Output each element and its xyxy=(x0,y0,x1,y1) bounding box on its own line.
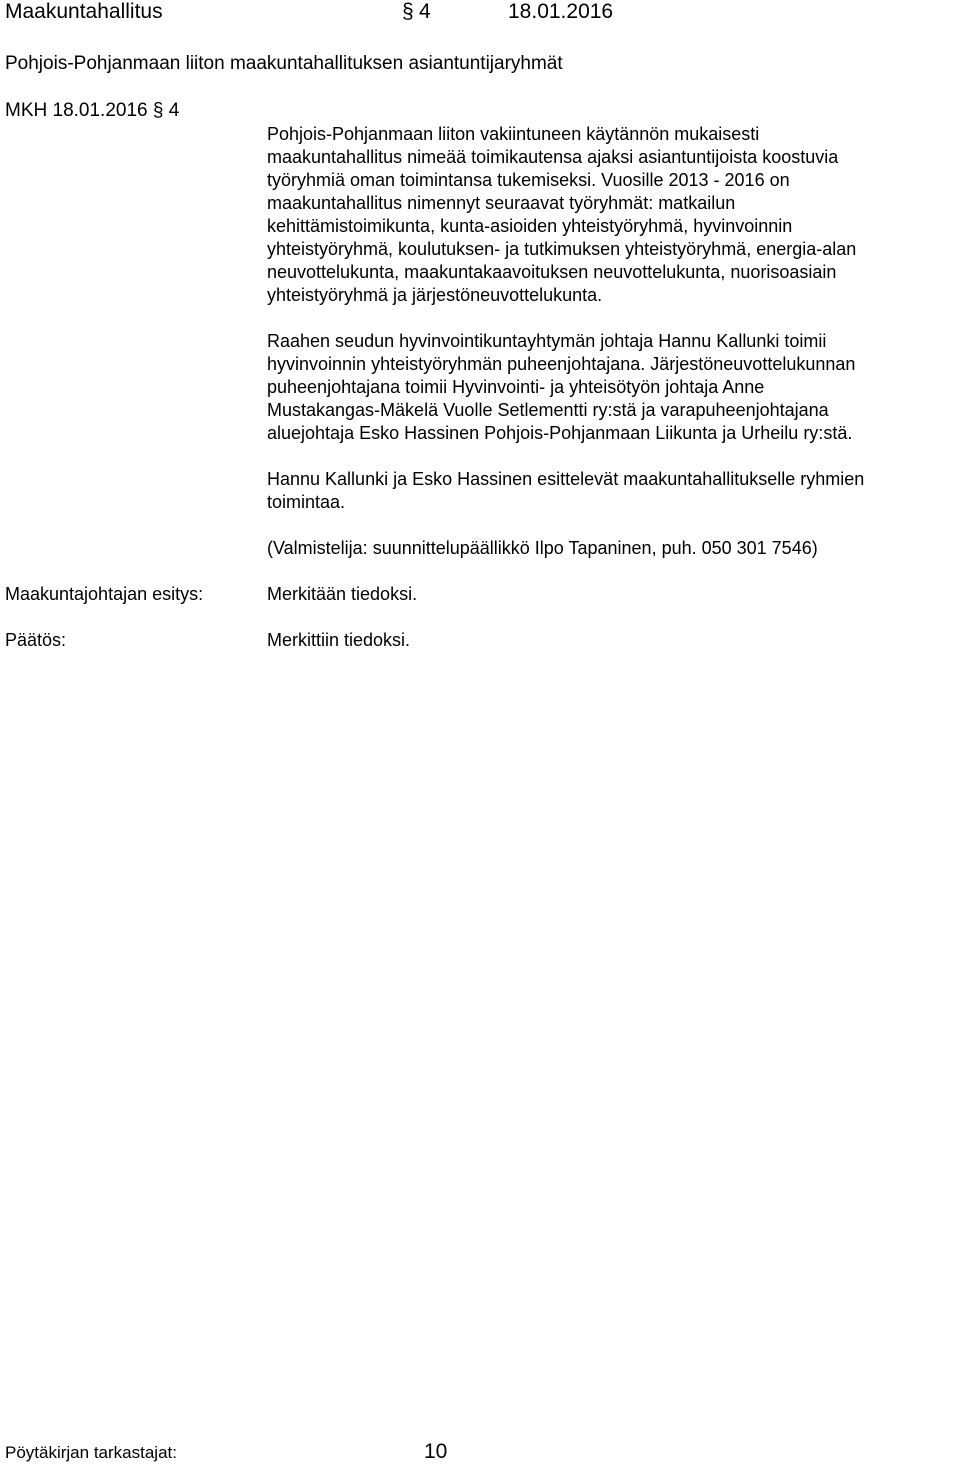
paragraph-line: yhteistyöryhmä ja järjestöneuvottelukunta. xyxy=(267,285,603,305)
header-organization: Maakuntahallitus xyxy=(5,0,163,23)
paragraph-2 xyxy=(267,330,947,445)
paragraph-line: yhteistyöryhmä, koulutuksen- ja tutkimuksen yhteistyöryhmä, energia-alan xyxy=(267,239,857,259)
paragraph-line: aluejohtaja Esko Hassinen Pohjois-Pohjanmaan Liikunta ja Urheilu ry:stä. xyxy=(267,423,853,443)
header-section-sign-icon: § xyxy=(402,0,414,23)
paragraph-line: maakuntahallitus nimeää toimikautensa ajaksi asiantuntijoista koostuvia xyxy=(267,147,839,167)
paragraph-line: neuvottelukunta, maakuntakaavoituksen neuvottelukunta, nuorisoasiain xyxy=(267,262,837,282)
paragraph-1 xyxy=(267,123,947,307)
paragraph-line: puheenjohtajana toimii Hyvinvointi- ja yhteisötyön johtaja Anne xyxy=(267,377,765,397)
preparer-note xyxy=(267,537,947,560)
paragraph-line: Hannu Kallunki ja Esko Hassinen esittelevät maakuntahallitukselle ryhmien xyxy=(267,469,865,489)
proposal-text: Merkitään tiedoksi. xyxy=(267,584,418,604)
footer-reviewers-label: Pöytäkirjan tarkastajat: xyxy=(5,1443,177,1462)
header-date: 18.01.2016 xyxy=(508,0,614,23)
preparer-text: (Valmistelija: suunnittelupäällikkö Ilpo Tapaninen, puh. 050 301 7546) xyxy=(267,538,818,558)
paragraph-line: toimintaa. xyxy=(267,492,346,512)
paragraph-3 xyxy=(267,468,947,514)
paragraph-line: kehittämistoimikunta, kunta-asioiden yhteistyöryhmä, hyvinvoinnin xyxy=(267,216,793,236)
paragraph-line: maakuntahallitus nimennyt seuraavat työryhmät: matkailun xyxy=(267,193,736,213)
reference-section-sign: § xyxy=(152,100,164,121)
reference-number: 4 xyxy=(168,100,180,121)
decision-text: Merkittiin tiedoksi. xyxy=(267,630,411,650)
paragraph-line: Pohjois-Pohjanmaan liiton vakiintuneen käytännön mukaisesti xyxy=(267,124,760,144)
decision-label: Päätös: xyxy=(5,630,67,650)
proposal-section xyxy=(267,583,947,606)
header-section-number: 4 xyxy=(419,0,431,23)
footer-page-number: 10 xyxy=(424,1440,448,1463)
paragraph-line: Mustakangas-Mäkelä Vuolle Setlementti ry:stä ja varapuheenjohtajana xyxy=(267,400,829,420)
reference-line xyxy=(5,100,179,122)
decision-section xyxy=(267,629,947,652)
paragraph-line: Raahen seudun hyvinvointikuntayhtymän johtaja Hannu Kallunki toimii xyxy=(267,331,827,351)
subject-title: Pohjois-Pohjanmaan liiton maakuntahallituksen asiantuntijaryhmät xyxy=(5,53,563,74)
paragraph-line: hyvinvoinnin yhteistyöryhmän puheenjohtajana. Järjestöneuvottelukunnan xyxy=(267,354,856,374)
paragraph-line: työryhmiä oman toimintansa tukemiseksi. Vuosille 2013 - 2016 on xyxy=(267,170,790,190)
reference-prefix: MKH 18.01.2016 xyxy=(5,100,148,121)
proposal-label: Maakuntajohtajan esitys: xyxy=(5,584,204,604)
